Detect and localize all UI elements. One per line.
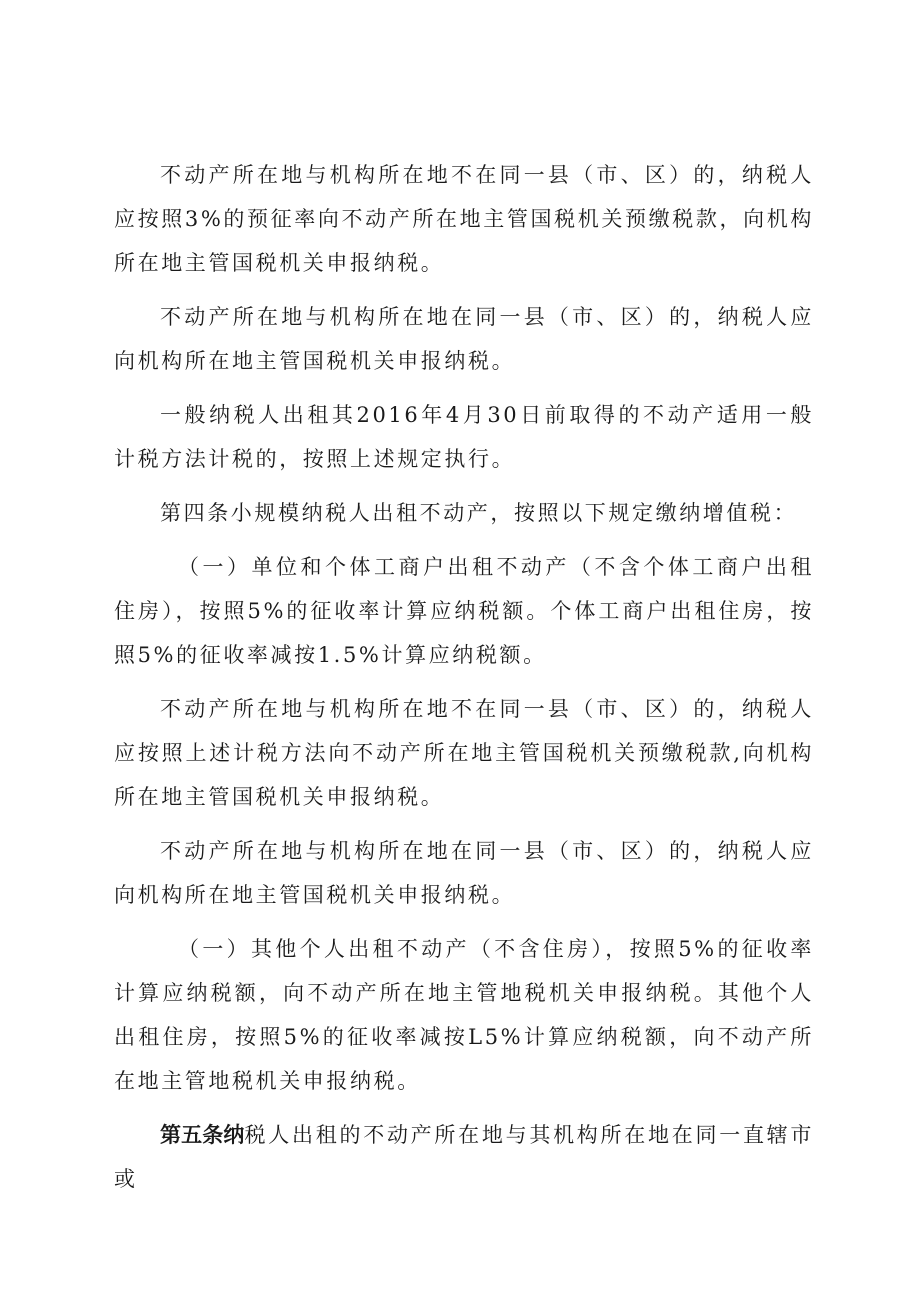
paragraph-small-scale-different-county: 不动产所在地与机构所在地不在同一县（市、区）的，纳税人应按照上述计税方法向不动产所在地主管国税机关预缴税款,向机构所在地主管国税机关申报纳税。: [114, 697, 814, 809]
paragraph-small-scale-same-county: 不动产所在地与机构所在地在同一县（市、区）的，纳税人应向机构所在地主管国税机关申报纳税。: [114, 839, 814, 907]
paragraph-same-county: 不动产所在地与机构所在地在同一县（市、区）的，纳税人应向机构所在地主管国税机关申报纳税。: [114, 305, 814, 373]
article-5-text: 税人出租的不动产所在地与其机构所在地在同一直辖市或: [114, 1123, 815, 1191]
article-5-heading: 第五条纳: [160, 1123, 245, 1147]
paragraph-article-4: 第四条小规模纳税人出租不动产，按照以下规定缴纳增值税：: [160, 501, 798, 525]
paragraph-item-other-individuals: （一）其他个人出租不动产（不含住房），按照5%的征收率计算应纳税额，向不动产所在地主管地税机关申报纳税。其他个人出租住房，按照5%的征收率减按L5%计算应纳税额，向不动产所在地主管地税机关申报纳税。: [114, 937, 814, 1093]
paragraph-prepay-different-county: 不动产所在地与机构所在地不在同一县（市、区）的，纳税人应按照3%的预征率向不动产所在地主管国税机关预缴税款，向机构所在地主管国税机关申报纳税。: [114, 163, 814, 275]
paragraph-general-taxpayer: 一般纳税人出租其2016年4月30日前取得的不动产适用一般计税方法计税的，按照上述规定执行。: [114, 403, 814, 471]
paragraph-article-5: [114, 1113, 814, 1201]
paragraph-item-units-households: （一）单位和个体工商户出租不动产（不含个体工商户出租住房），按照5%的征收率计算应纳税额。个体工商户出租住房，按照5%的征收率减按1.5%计算应纳税额。: [114, 555, 814, 667]
document-body: [114, 153, 814, 1211]
